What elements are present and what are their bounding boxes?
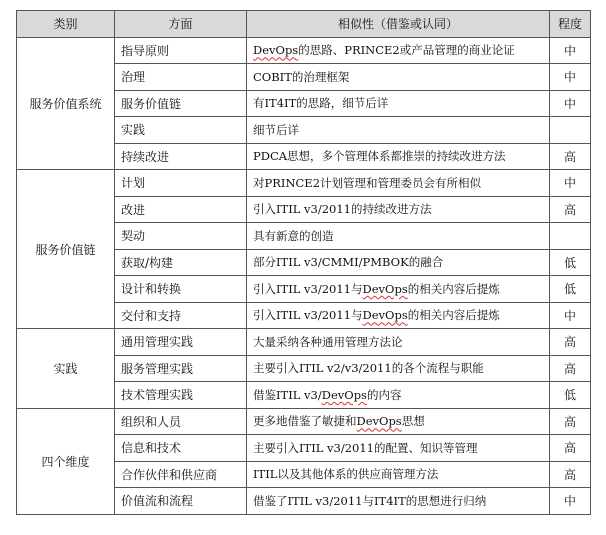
aspect-cell: 契动 <box>115 223 247 250</box>
degree-cell: 高 <box>550 143 591 170</box>
similarity-cell: 细节后详 <box>247 117 550 144</box>
similarity-cell: 引入ITIL v3/2011与DevOps的相关内容后提炼 <box>247 302 550 329</box>
aspect-cell: 设计和转换 <box>115 276 247 303</box>
table-row <box>17 37 591 64</box>
similarity-cell: 部分ITIL v3/CMMI/PMBOK的融合 <box>247 249 550 276</box>
degree-cell: 高 <box>550 196 591 223</box>
degree-cell <box>550 117 591 144</box>
aspect-cell: 信息和技术 <box>115 435 247 462</box>
aspect-cell: 服务价值链 <box>115 90 247 117</box>
aspect-cell: 技术管理实践 <box>115 382 247 409</box>
degree-cell: 中 <box>550 37 591 64</box>
similarity-cell: COBIT的治理框架 <box>247 64 550 91</box>
degree-cell: 中 <box>550 302 591 329</box>
table-row <box>17 170 591 197</box>
aspect-cell: 指导原则 <box>115 37 247 64</box>
similarity-cell: 对PRINCE2计划管理和管理委员会有所相似 <box>247 170 550 197</box>
degree-cell: 中 <box>550 64 591 91</box>
similarity-cell: 引入ITIL v3/2011的持续改进方法 <box>247 196 550 223</box>
aspect-cell: 价值流和流程 <box>115 488 247 515</box>
aspect-cell: 改进 <box>115 196 247 223</box>
degree-cell: 中 <box>550 488 591 515</box>
comparison-table <box>16 10 591 515</box>
header-row <box>17 11 591 38</box>
table-body <box>17 37 591 514</box>
similarity-cell: PDCA思想，多个管理体系都推崇的持续改进方法 <box>247 143 550 170</box>
header-aspect: 方面 <box>115 11 247 38</box>
aspect-cell: 组织和人员 <box>115 408 247 435</box>
degree-cell: 低 <box>550 382 591 409</box>
similarity-cell: 具有新意的创造 <box>247 223 550 250</box>
header-similarity: 相似性（借鉴或认同） <box>247 11 550 38</box>
degree-cell <box>550 223 591 250</box>
degree-cell: 中 <box>550 90 591 117</box>
degree-cell: 高 <box>550 435 591 462</box>
aspect-cell: 交付和支持 <box>115 302 247 329</box>
table-row <box>17 408 591 435</box>
similarity-cell: DevOps的思路、PRINCE2或产品管理的商业论证 <box>247 37 550 64</box>
degree-cell: 低 <box>550 276 591 303</box>
header-degree: 程度 <box>550 11 591 38</box>
degree-cell: 高 <box>550 355 591 382</box>
similarity-cell: 引入ITIL v3/2011与DevOps的相关内容后提炼 <box>247 276 550 303</box>
similarity-cell: 主要引入ITIL v2/v3/2011的各个流程与职能 <box>247 355 550 382</box>
similarity-cell: ITIL以及其他体系的供应商管理方法 <box>247 461 550 488</box>
table-row <box>17 329 591 356</box>
category-cell: 服务价值链 <box>17 170 115 329</box>
aspect-cell: 获取/构建 <box>115 249 247 276</box>
aspect-cell: 实践 <box>115 117 247 144</box>
degree-cell: 低 <box>550 249 591 276</box>
aspect-cell: 治理 <box>115 64 247 91</box>
similarity-cell: 主要引入ITIL v3/2011的配置、知识等管理 <box>247 435 550 462</box>
similarity-cell: 大量采纳各种通用管理方法论 <box>247 329 550 356</box>
aspect-cell: 服务管理实践 <box>115 355 247 382</box>
aspect-cell: 通用管理实践 <box>115 329 247 356</box>
category-cell: 实践 <box>17 329 115 409</box>
aspect-cell: 持续改进 <box>115 143 247 170</box>
similarity-cell: 借鉴了ITIL v3/2011与IT4IT的思想进行归纳 <box>247 488 550 515</box>
aspect-cell: 合作伙伴和供应商 <box>115 461 247 488</box>
degree-cell: 高 <box>550 408 591 435</box>
aspect-cell: 计划 <box>115 170 247 197</box>
similarity-cell: 更多地借鉴了敏捷和DevOps思想 <box>247 408 550 435</box>
header-category: 类别 <box>17 11 115 38</box>
degree-cell: 高 <box>550 461 591 488</box>
category-cell: 服务价值系统 <box>17 37 115 170</box>
similarity-cell: 有IT4IT的思路，细节后详 <box>247 90 550 117</box>
similarity-cell: 借鉴ITIL v3/DevOps的内容 <box>247 382 550 409</box>
category-cell: 四个维度 <box>17 408 115 514</box>
degree-cell: 高 <box>550 329 591 356</box>
degree-cell: 中 <box>550 170 591 197</box>
